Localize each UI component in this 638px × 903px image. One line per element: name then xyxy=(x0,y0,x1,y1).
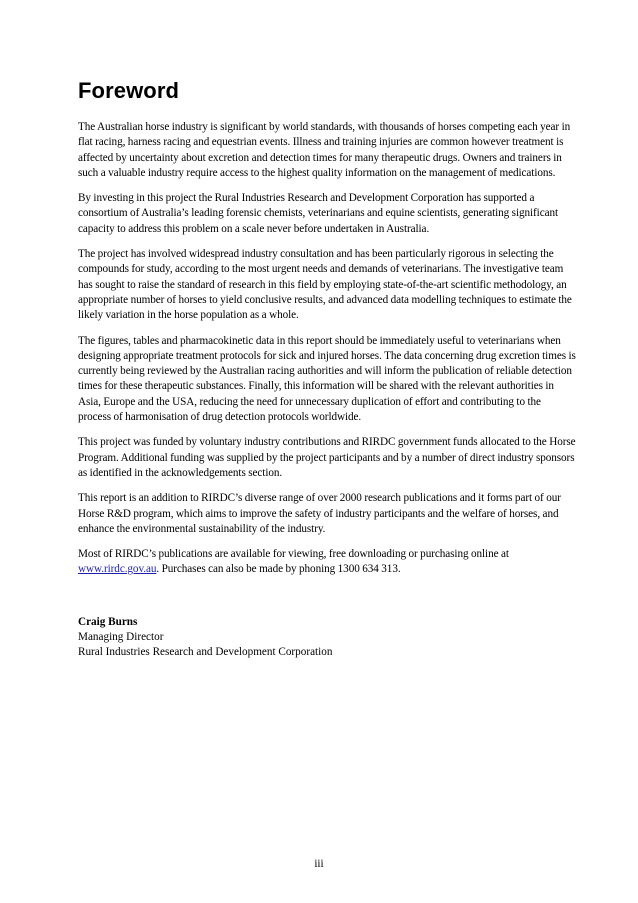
rirdc-website-link[interactable]: www.rirdc.gov.au xyxy=(78,563,157,576)
paragraph-7 xyxy=(78,547,576,578)
signature-organisation: Rural Industries Research and Development Corporation xyxy=(78,646,333,659)
signature-block xyxy=(78,615,576,661)
signature-role: Managing Director xyxy=(78,631,164,644)
paragraph-7-after: . Purchases can also be made by phoning 1300 634 313. xyxy=(156,563,401,576)
paragraph-1: The Australian horse industry is significant by world standards, with thousands of horses competing each year in flat racing, harness racing and equestrian events. Illness and training injuries are common however treatment is affected by uncertainty about excretion and detection times for many therapeutic drugs. Owners and trainers in such a valuable industry require access to the highest quality information on the management of medications. xyxy=(78,121,571,179)
page-number: iii xyxy=(314,858,324,870)
paragraph-7-before: Most of RIRDC’s publications are available for viewing, free downloading or purchasing online at xyxy=(78,548,509,561)
document-page xyxy=(78,78,576,661)
signature-name: Craig Burns xyxy=(78,615,138,628)
paragraph-6: This report is an addition to RIRDC’s diverse range of over 2000 research publications and it forms part of our Horse R&D program, which aims to improve the safety of industry participants and the welfare of horses, and enhance the environmental sustainability of the industry. xyxy=(78,492,561,535)
paragraph-4: The figures, tables and pharmacokinetic data in this report should be immediately useful to veterinarians when designing appropriate treatment protocols for sick and injured horses. The data concerning drug excretion times is currently being reviewed by the Australian racing authorities and will inform the publication of reliable detection times for these therapeutic substances. Finally, this information will be shared with the relevant authorities in Asia, Europe and the USA, reducing the need for unnecessary duplication of effort and contributing to the process of harmonisation of drug detection protocols worldwide. xyxy=(78,334,576,424)
paragraph-5: This project was funded by voluntary industry contributions and RIRDC government funds allocated to the Horse Program. Additional funding was supplied by the project participants and by a number of direct industry sponsors as identified in the acknowledgements section. xyxy=(78,436,576,479)
paragraph-3: The project has involved widespread industry consultation and has been particularly rigorous in selecting the compounds for study, according to the most urgent needs and demands of veterinarians. The investigative team has sought to raise the standard of research in this field by employing state-of-the-art scientific methodology, an appropriate number of horses to yield conclusive results, and advanced data modelling techniques to estimate the likely variation in the horse population as a whole. xyxy=(78,248,572,322)
paragraph-2: By investing in this project the Rural Industries Research and Development Corporation has supported a consortium of Australia’s leading forensic chemists, veterinarians and equine scientists, generating significant capacity to address this problem on a scale never before undertaken in Australia. xyxy=(78,192,559,235)
page-title: Foreword xyxy=(78,78,180,103)
